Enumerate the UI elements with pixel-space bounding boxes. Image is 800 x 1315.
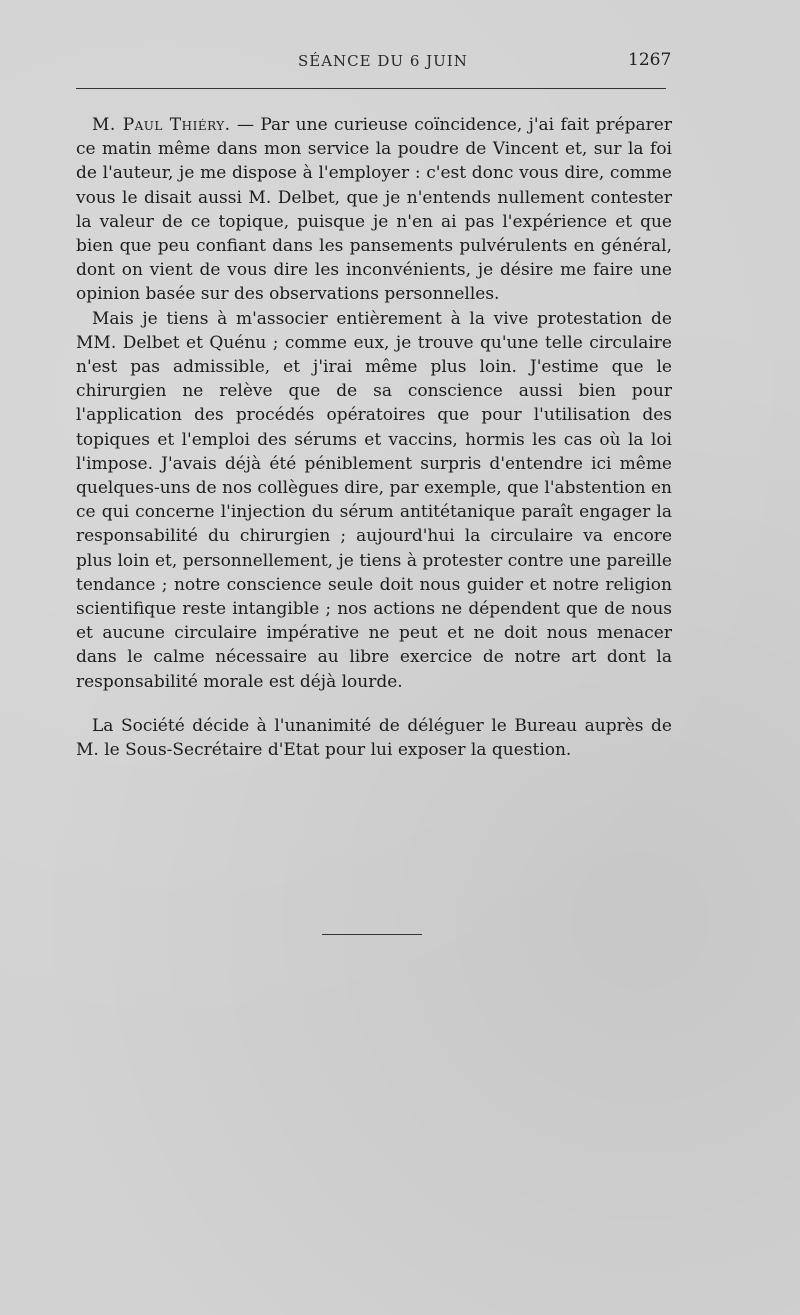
paragraph-society-decision: La Société décide à l'unanimité de déléguer le Bureau auprès de M. le Sous-Secrétaire d'Etat pour lui exposer la question. xyxy=(76,715,672,761)
paragraph-thiery-statement xyxy=(76,113,672,307)
paragraph-text: — Par une curieuse coïncidence, j'ai fait préparer ce matin même dans mon service la poudre de Vincent et, sur la foi de l'auteur, je me dispose à l'employer : c'est donc vous dire, comme vous le disait aussi M. Delbet, que je n'entends nullement contester la valeur de ce topique, puisque je n'en ai pas l'expérience et que bien que peu confiant dans les pansements pulvérulents en général, dont on vient de vous dire les inconvénients, je désire me faire une opinion basée sur des observations personnelles. xyxy=(76,115,672,305)
running-title: SÉANCE DU 6 JUIN xyxy=(298,52,468,70)
speaker-name: M. Paul Thiéry. xyxy=(92,115,231,135)
end-rule xyxy=(322,934,422,935)
paragraph-spacer xyxy=(76,694,672,714)
header-rule xyxy=(76,88,666,89)
body-text xyxy=(76,113,672,762)
page-number: 1267 xyxy=(628,50,672,70)
paragraph-protest: Mais je tiens à m'associer entièrement à la vive protestation de MM. Delbet et Quénu ; comme eux, je trouve qu'une telle circulaire n'est pas admissible, et j'irai même plus loin. J'estime que le chirurgien ne relève que de sa conscience aussi bien pour l'application des procédés opératoires que pour l'utilisation des topiques et l'emploi des sérums et vaccins, hormis les cas où la loi l'impose. J'avais déjà été péniblement surpris d'entendre ici même quelques-uns de nos collègues dire, par exemple, que l'abstention en ce qui concerne l'injection du sérum antitétanique paraît engager la responsabilité du chirurgien ; aujourd'hui la circulaire va encore plus loin et, personnellement, je tiens à protester contre une pareille tendance ; notre conscience seule doit nous guider et notre religion scientifique reste intangible ; nos actions ne dépendent que de nous et aucune circulaire impérative ne peut et ne doit nous menacer dans le calme nécessaire au libre exercice de notre art dont la responsabilité morale est déjà lourde. xyxy=(76,308,672,692)
running-head xyxy=(0,52,800,76)
